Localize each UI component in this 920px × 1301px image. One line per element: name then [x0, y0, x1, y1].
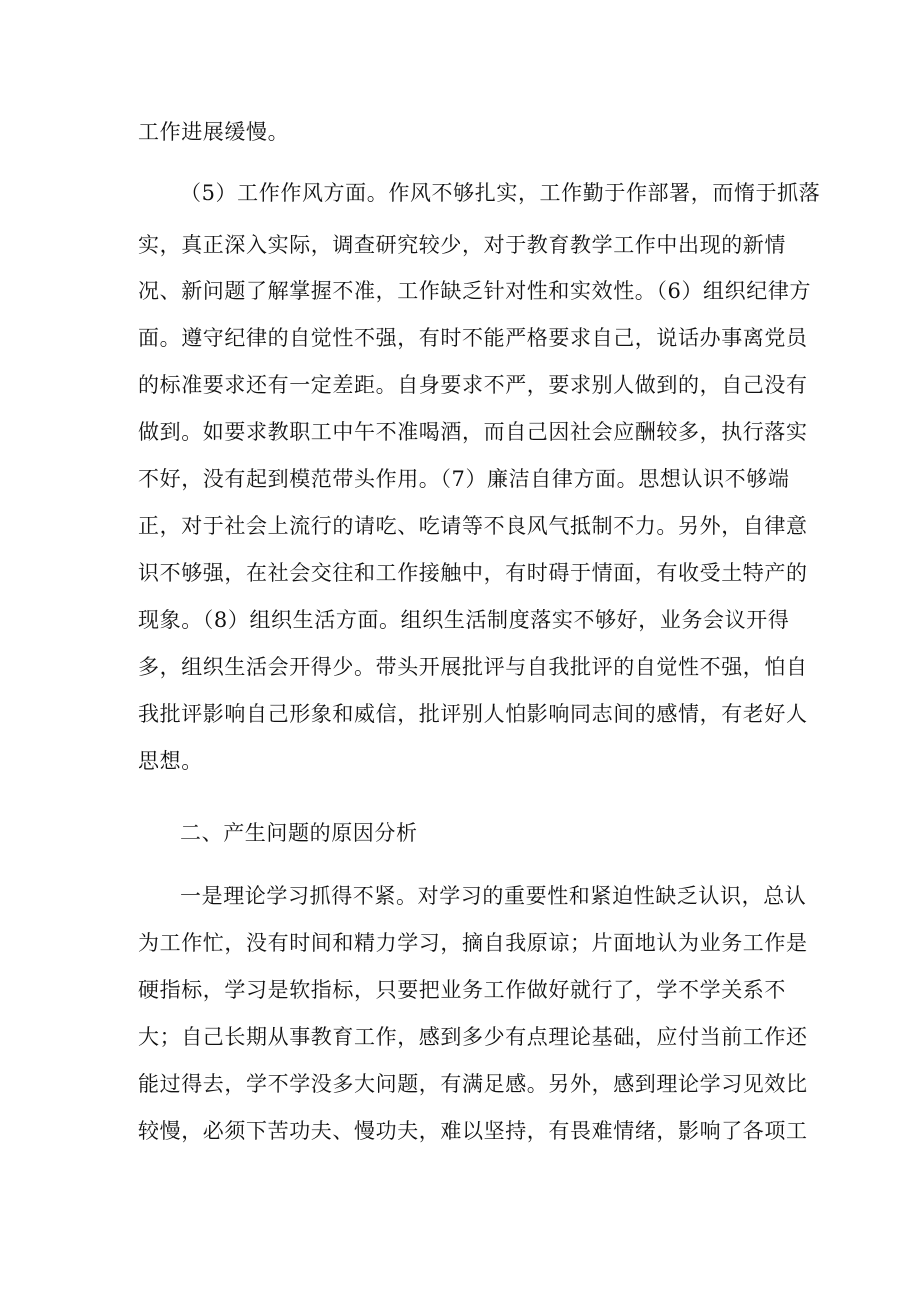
paragraph-first-line: （5）工作作风方面。作风不够扎实，工作勤于作部署，而惰于抓落	[180, 181, 821, 205]
text-line: 大；自己长期从事教育工作，感到多少有点理论基础，应付当前工作还	[138, 1025, 808, 1049]
text-line: 工作进展缓慢。	[138, 120, 290, 144]
text-line: 现象。（8）组织生活方面。组织生活制度落实不够好，业务会议开得	[138, 608, 790, 632]
text-line: 实，真正深入实际，调查研究较少，对于教育教学工作中出现的新情	[138, 233, 786, 257]
text-line: 硬指标，学习是软指标，只要把业务工作做好就行了，学不学关系不	[138, 978, 786, 1002]
text-line: 做到。如要求教职工中午不准喝酒，而自己因社会应酬较多，执行落实	[138, 420, 808, 444]
section-heading: 二、产生问题的原因分析	[180, 821, 418, 845]
text-line: 多，组织生活会开得少。带头开展批评与自我批评的自觉性不强，怕自	[138, 655, 808, 679]
text-line: 不好，没有起到模范带头作用。（7）廉洁自律方面。思想认识不够端	[138, 467, 790, 491]
text-line: 况、新问题了解掌握不准，工作缺乏针对性和实效性。（6）组织纪律方	[138, 279, 812, 303]
text-line: 识不够强，在社会交往和工作接触中，有时碍于情面，有收受土特产的	[138, 561, 808, 585]
text-line: 为工作忙，没有时间和精力学习，摘自我原谅；片面地认为业务工作是	[138, 931, 808, 955]
text-line: 面。遵守纪律的自觉性不强，有时不能严格要求自己，说话办事离党员	[138, 326, 808, 350]
text-line: 的标准要求还有一定差距。自身要求不严，要求别人做到的，自己没有	[138, 373, 808, 397]
text-line: 能过得去，学不学没多大问题，有满足感。另外，感到理论学习见效比	[138, 1072, 808, 1096]
paragraph-first-line: 一是理论学习抓得不紧。对学习的重要性和紧迫性缺乏认识，总认	[180, 884, 807, 908]
text-line: 较慢，必须下苦功夫、慢功夫，难以坚持，有畏难情绪，影响了各项工	[138, 1119, 808, 1143]
text-line: 我批评影响自己形象和威信，批评别人怕影响同志间的感情，有老好人	[138, 702, 808, 726]
text-line: 正，对于社会上流行的请吃、吃请等不良风气抵制不力。另外，自律意	[138, 514, 808, 538]
text-line: 思想。	[138, 749, 203, 773]
